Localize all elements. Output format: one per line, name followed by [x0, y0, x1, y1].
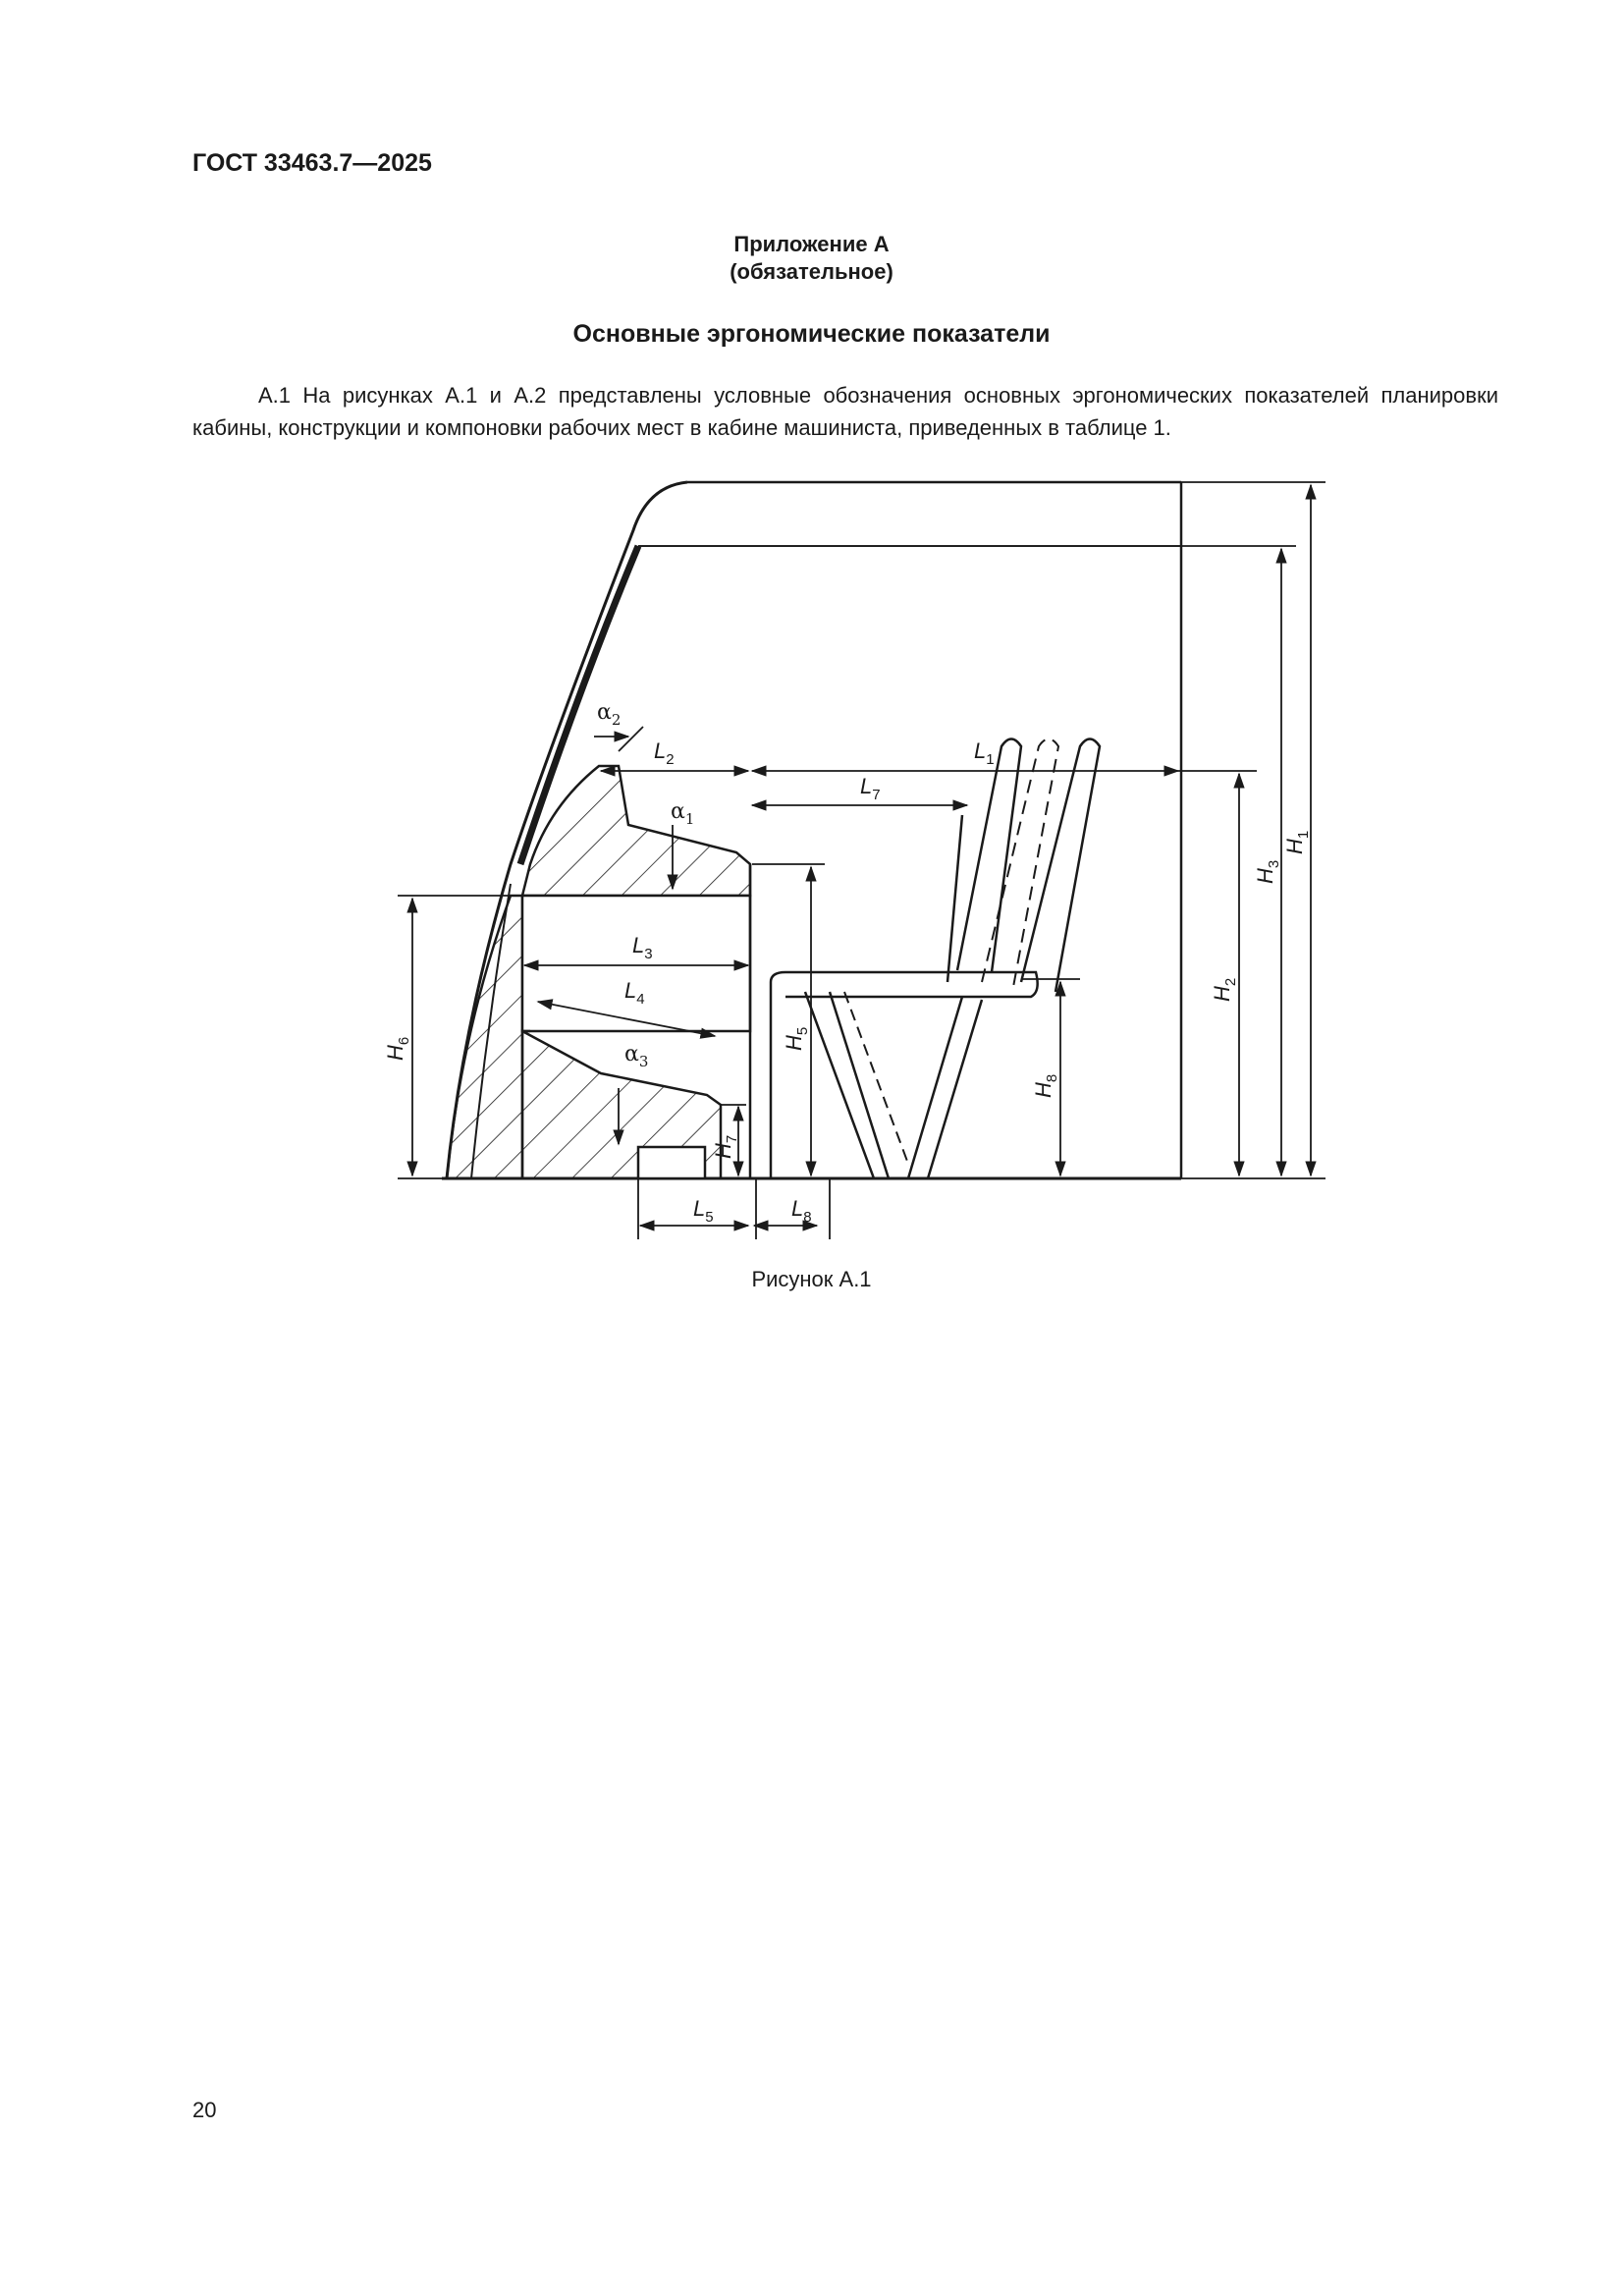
label-alpha-3: $\alpha_3$: [624, 1042, 649, 1070]
label-H6: $H_6$: [383, 1036, 412, 1061]
label-L7: $L_7$: [860, 774, 881, 803]
label-L1: $L_1$: [974, 738, 995, 768]
document-code: ГОСТ 33463.7—2025: [192, 149, 432, 177]
page-number: 20: [192, 2098, 217, 2122]
label-L5: $L_5$: [693, 1196, 714, 1226]
figure-caption: Рисунок А.1: [751, 1267, 872, 1291]
label-H1: $H_1$: [1282, 830, 1312, 854]
label-H5: $H_5$: [782, 1026, 811, 1051]
paragraph-a1: А.1 На рисунках А.1 и А.2 представлены условные обозначения основных эргономических показателей планировки кабины, конструкции и компоновки рабочих мест в кабине машиниста, приведенных в таблице 1.: [192, 383, 1498, 440]
appendix-status: (обязательное): [730, 259, 893, 284]
label-H3: $H_3$: [1253, 859, 1282, 884]
label-L4: $L_4$: [624, 978, 645, 1008]
section-title: Основные эргономические показатели: [572, 320, 1051, 348]
appendix-title: Приложение А: [733, 232, 890, 256]
label-alpha-1: $\alpha_1$: [671, 799, 695, 828]
label-H8: $H_8$: [1031, 1073, 1060, 1098]
label-L3: $L_3$: [632, 933, 653, 962]
label-alpha-2: $\alpha_2$: [597, 700, 622, 729]
label-L8: $L_8$: [791, 1196, 812, 1226]
label-H2: $H_2$: [1210, 977, 1239, 1002]
control-console: [447, 766, 750, 1178]
label-H7: $H_7$: [711, 1134, 740, 1159]
label-L2: $L_2$: [654, 738, 675, 768]
